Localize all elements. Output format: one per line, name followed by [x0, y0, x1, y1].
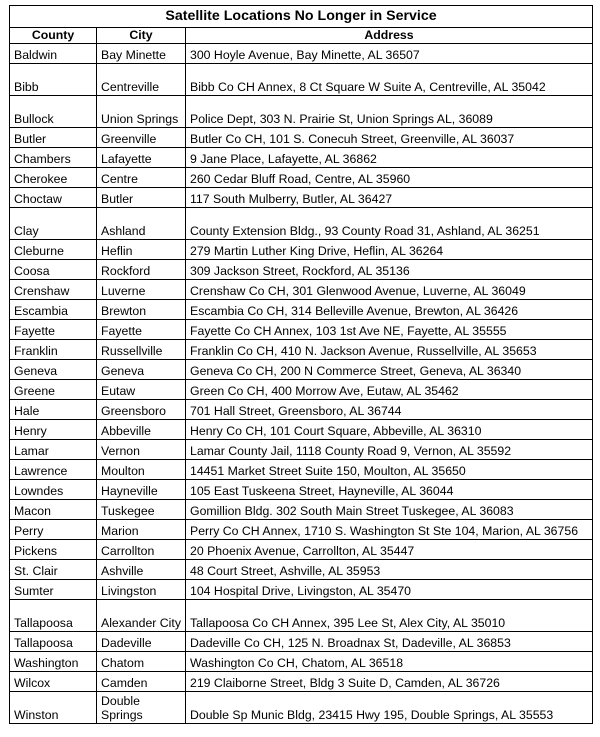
county-cell: Bibb	[10, 64, 97, 96]
address-cell: Gomillion Bldg. 302 South Main Street Tuskegee, AL 36083	[186, 500, 593, 520]
address-cell: Double Sp Munic Bldg, 23415 Hwy 195, Double Springs, AL 35553	[186, 692, 593, 724]
address-cell: Fayette Co CH Annex, 103 1st Ave NE, Fayette, AL 35555	[186, 320, 593, 340]
address-cell: 20 Phoenix Avenue, Carrollton, AL 35447	[186, 540, 593, 560]
address-cell: Bibb Co CH Annex, 8 Ct Square W Suite A, Centreville, AL 35042	[186, 64, 593, 96]
county-cell: Wilcox	[10, 672, 97, 692]
address-column-header: Address	[186, 28, 593, 44]
county-cell: Franklin	[10, 340, 97, 360]
table-row	[10, 480, 593, 500]
county-cell: Chambers	[10, 148, 97, 168]
address-cell: Tallapoosa Co CH Annex, 395 Lee St, Alex City, AL 35010	[186, 600, 593, 632]
county-cell: Escambia	[10, 300, 97, 320]
city-cell: Hayneville	[97, 480, 186, 500]
address-cell: Lamar County Jail, 1118 County Road 9, Vernon, AL 35592	[186, 440, 593, 460]
table-row	[10, 580, 593, 600]
county-cell: Choctaw	[10, 188, 97, 208]
table-row	[10, 540, 593, 560]
address-cell: 14451 Market Street Suite 150, Moulton, AL 35650	[186, 460, 593, 480]
table-row	[10, 240, 593, 260]
address-cell: Green Co CH, 400 Morrow Ave, Eutaw, AL 35462	[186, 380, 593, 400]
city-cell: Rockford	[97, 260, 186, 280]
table-row	[10, 652, 593, 672]
city-cell: Heflin	[97, 240, 186, 260]
table-row	[10, 460, 593, 480]
city-cell: Union Springs	[97, 96, 186, 128]
address-cell: Franklin Co CH, 410 N. Jackson Avenue, Russellville, AL 35653	[186, 340, 593, 360]
city-column-header: City	[97, 28, 186, 44]
city-cell: Ashville	[97, 560, 186, 580]
table-row	[10, 64, 593, 96]
city-cell: Vernon	[97, 440, 186, 460]
city-cell: Geneva	[97, 360, 186, 380]
table-title: Satellite Locations No Longer in Service	[10, 6, 593, 28]
city-cell: Eutaw	[97, 380, 186, 400]
county-cell: Cleburne	[10, 240, 97, 260]
city-cell: Chatom	[97, 652, 186, 672]
table-row	[10, 600, 593, 632]
table-row	[10, 280, 593, 300]
table-row	[10, 96, 593, 128]
address-cell: Escambia Co CH, 314 Belleville Avenue, Brewton, AL 36426	[186, 300, 593, 320]
address-cell: Crenshaw Co CH, 301 Glenwood Avenue, Luverne, AL 36049	[186, 280, 593, 300]
table-row	[10, 440, 593, 460]
county-cell: Baldwin	[10, 44, 97, 64]
table-row	[10, 420, 593, 440]
county-cell: Crenshaw	[10, 280, 97, 300]
city-cell: Greensboro	[97, 400, 186, 420]
address-cell: 9 Jane Place, Lafayette, AL 36862	[186, 148, 593, 168]
table-row	[10, 320, 593, 340]
table-row	[10, 340, 593, 360]
address-cell: 260 Cedar Bluff Road, Centre, AL 35960	[186, 168, 593, 188]
table-row	[10, 520, 593, 540]
county-cell: Sumter	[10, 580, 97, 600]
address-cell: 117 South Mulberry, Butler, AL 36427	[186, 188, 593, 208]
address-cell: Geneva Co CH, 200 N Commerce Street, Geneva, AL 36340	[186, 360, 593, 380]
address-cell: Dadeville Co CH, 125 N. Broadnax St, Dadeville, AL 36853	[186, 632, 593, 652]
county-cell: Tallapoosa	[10, 632, 97, 652]
county-cell: Fayette	[10, 320, 97, 340]
table-row	[10, 148, 593, 168]
city-cell: Carrollton	[97, 540, 186, 560]
table-row	[10, 560, 593, 580]
city-cell: Centre	[97, 168, 186, 188]
county-cell: Henry	[10, 420, 97, 440]
city-cell: Russellville	[97, 340, 186, 360]
table-row	[10, 672, 593, 692]
table-row	[10, 208, 593, 240]
city-cell: Luverne	[97, 280, 186, 300]
address-cell: Butler Co CH, 101 S. Conecuh Street, Greenville, AL 36037	[186, 128, 593, 148]
city-cell: Lafayette	[97, 148, 186, 168]
address-cell: County Extension Bldg., 93 County Road 31, Ashland, AL 36251	[186, 208, 593, 240]
table-row	[10, 500, 593, 520]
county-cell: Bullock	[10, 96, 97, 128]
county-cell: Perry	[10, 520, 97, 540]
address-cell: 48 Court Street, Ashville, AL 35953	[186, 560, 593, 580]
address-cell: 279 Martin Luther King Drive, Heflin, AL 36264	[186, 240, 593, 260]
county-cell: Pickens	[10, 540, 97, 560]
satellite-locations-table	[9, 5, 593, 724]
table-row	[10, 300, 593, 320]
city-cell: Brewton	[97, 300, 186, 320]
county-column-header: County	[10, 28, 97, 44]
county-cell: Winston	[10, 692, 97, 724]
address-cell: 701 Hall Street, Greensboro, AL 36744	[186, 400, 593, 420]
header-row	[10, 28, 593, 44]
city-cell: Abbeville	[97, 420, 186, 440]
county-cell: Butler	[10, 128, 97, 148]
county-cell: Cherokee	[10, 168, 97, 188]
county-cell: Clay	[10, 208, 97, 240]
county-cell: St. Clair	[10, 560, 97, 580]
county-cell: Lowndes	[10, 480, 97, 500]
city-cell: Double Springs	[97, 692, 186, 724]
city-cell: Ashland	[97, 208, 186, 240]
county-cell: Macon	[10, 500, 97, 520]
address-cell: 309 Jackson Street, Rockford, AL 35136	[186, 260, 593, 280]
city-cell: Alexander City	[97, 600, 186, 632]
county-cell: Greene	[10, 380, 97, 400]
address-cell: Perry Co CH Annex, 1710 S. Washington St Ste 104, Marion, AL 36756	[186, 520, 593, 540]
city-cell: Bay Minette	[97, 44, 186, 64]
city-cell: Tuskegee	[97, 500, 186, 520]
city-cell: Moulton	[97, 460, 186, 480]
table-row	[10, 44, 593, 64]
city-cell: Centreville	[97, 64, 186, 96]
address-cell: 219 Claiborne Street, Bldg 3 Suite D, Camden, AL 36726	[186, 672, 593, 692]
city-cell: Fayette	[97, 320, 186, 340]
address-cell: 104 Hospital Drive, Livingston, AL 35470	[186, 580, 593, 600]
table-row	[10, 188, 593, 208]
table-row	[10, 260, 593, 280]
city-cell: Camden	[97, 672, 186, 692]
table-title-row	[10, 6, 593, 28]
city-cell: Dadeville	[97, 632, 186, 652]
address-cell: 105 East Tuskeena Street, Hayneville, AL 36044	[186, 480, 593, 500]
table-row	[10, 632, 593, 652]
table-row	[10, 168, 593, 188]
address-cell: Police Dept, 303 N. Prairie St, Union Springs AL, 36089	[186, 96, 593, 128]
city-cell: Greenville	[97, 128, 186, 148]
table-row	[10, 380, 593, 400]
address-cell: Washington Co CH, Chatom, AL 36518	[186, 652, 593, 672]
county-cell: Washington	[10, 652, 97, 672]
table-row	[10, 128, 593, 148]
city-cell: Marion	[97, 520, 186, 540]
county-cell: Tallapoosa	[10, 600, 97, 632]
city-cell: Livingston	[97, 580, 186, 600]
county-cell: Lamar	[10, 440, 97, 460]
county-cell: Lawrence	[10, 460, 97, 480]
table-row	[10, 360, 593, 380]
city-cell: Butler	[97, 188, 186, 208]
address-cell: 300 Hoyle Avenue, Bay Minette, AL 36507	[186, 44, 593, 64]
table-body	[10, 44, 593, 724]
satellite-locations-document	[9, 5, 592, 724]
county-cell: Geneva	[10, 360, 97, 380]
county-cell: Coosa	[10, 260, 97, 280]
county-cell: Hale	[10, 400, 97, 420]
table-row	[10, 400, 593, 420]
table-row	[10, 692, 593, 724]
address-cell: Henry Co CH, 101 Court Square, Abbeville, AL 36310	[186, 420, 593, 440]
